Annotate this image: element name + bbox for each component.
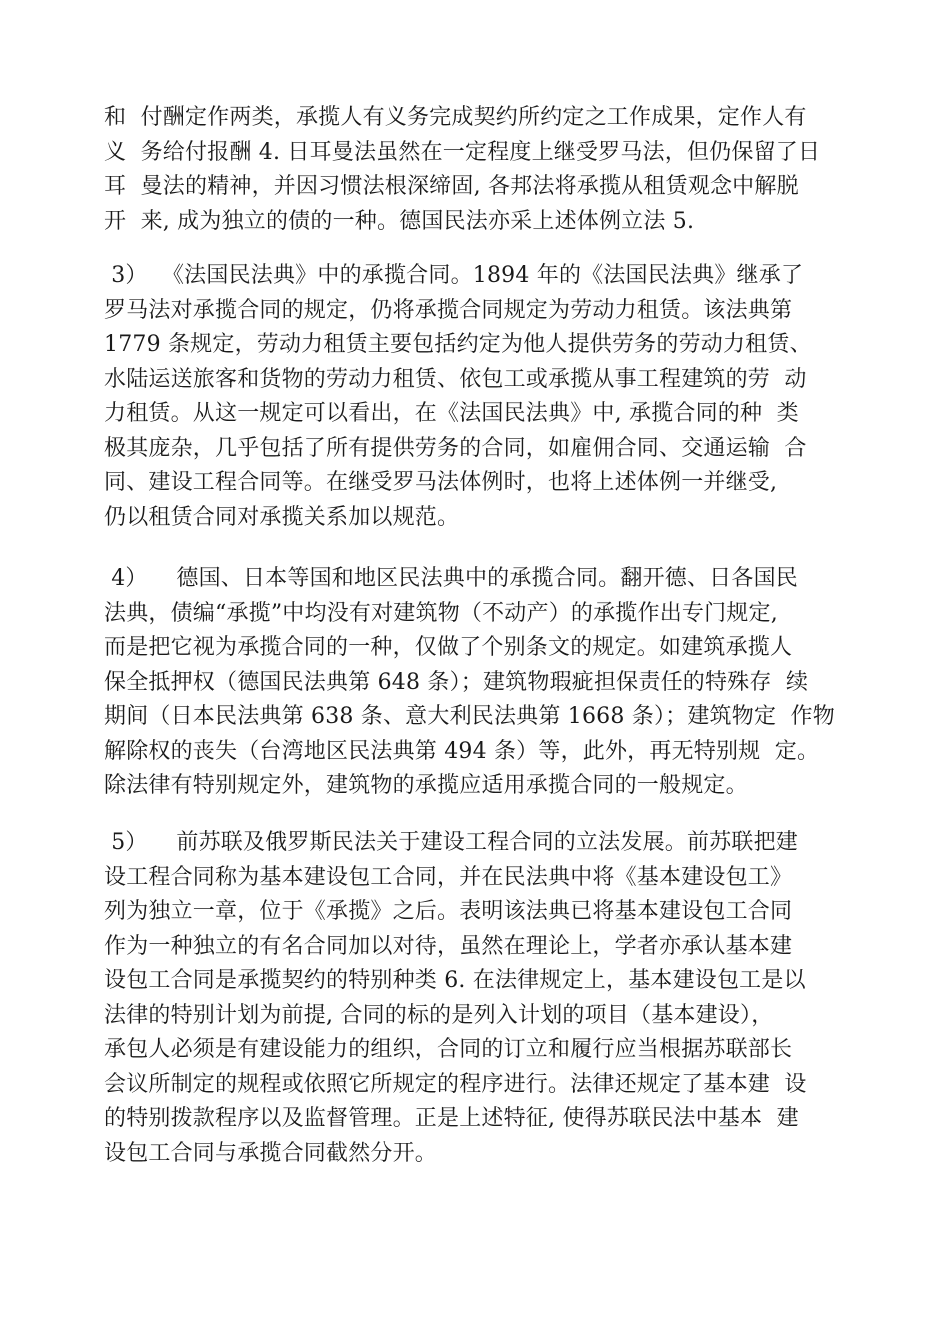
text-line: 1779 条规定，劳动力租赁主要包括约定为他人提供劳务的劳动力租赁、 (104, 332, 812, 357)
text-line: 法典，债编“承揽”中均没有对建筑物（不动产）的承揽作出专门规定, (104, 600, 778, 626)
text-line: 和 付酬定作两类，承揽人有义务完成契约所约定之工作成果，定作人有 (104, 105, 807, 130)
text-line: 开 来, 成为独立的债的一种。德国民法亦采上述体例立法 5. (104, 208, 695, 234)
text-line: 会议所制定的规程或依照它所规定的程序进行。法律还规定了基本建 设 (104, 1071, 807, 1097)
text-line: 而是把它视为承揽合同的一种，仅做了个别条文的规定。如建筑承揽人 (104, 635, 793, 660)
text-line: 设包工合同与承揽合同截然分开。 (104, 1140, 438, 1166)
paragraph-soviet-russian-law (104, 826, 864, 1171)
text-line: 力租赁。从这一规定可以看出，在《法国民法典》中, 承揽合同的种 类 (104, 401, 799, 426)
text-line: 3） 《法国民法典》中的承揽合同。1894 年的《法国民法典》继承了 (104, 263, 804, 288)
text-line: 设包工合同是承揽契约的特别种类 6. 在法律规定上，基本建设包工是以 (104, 968, 806, 993)
text-line: 设工程合同称为基本建设包工合同，并在民法典中将《基本建设包工》 (104, 864, 793, 890)
paragraph-roman-german-law (104, 101, 864, 239)
text-line: 耳 曼法的精神，并因习惯法根深缔固, 各邦法将承揽从租赁观念中解脱 (104, 174, 799, 199)
text-line: 解除权的丧失（台湾地区民法典第 494 条）等，此外，再无特别规 定。 (104, 738, 820, 764)
paragraph-french-civil-code (104, 259, 864, 535)
text-line: 罗马法对承揽合同的规定，仍将承揽合同规定为劳动力租赁。该法典第 (104, 297, 793, 323)
text-line: 义 务给付报酬 4. 日耳曼法虽然在一定程度上继受罗马法，但仍保留了日 (104, 139, 821, 165)
paragraph-german-japanese-codes (104, 562, 864, 804)
text-line: 极其庞杂，几乎包括了所有提供劳务的合同，如雇佣合同、交通运输 合 (104, 435, 807, 461)
text-line: 列为独立一章，位于《承揽》之后。表明该法典已将基本建设包工合同 (104, 899, 793, 924)
text-line: 水陆运送旅客和货物的劳动力租赁、依包工或承揽从事工程建筑的劳 动 (104, 366, 807, 392)
text-line: 5） 前苏联及俄罗斯民法关于建设工程合同的立法发展。前苏联把建 (104, 830, 798, 855)
text-line: 仍以租赁合同对承揽关系加以规范。 (104, 504, 460, 530)
text-line: 除法律有特别规定外，建筑物的承揽应适用承揽合同的一般规定。 (104, 773, 748, 798)
text-line: 承包人必须是有建设能力的组织，合同的订立和履行应当根据苏联部长 (104, 1037, 793, 1062)
text-line: 保全抵押权（德国民法典第 648 条）；建筑物瑕疵担保责任的特殊存 续 (104, 669, 809, 695)
text-line: 4） 德国、日本等国和地区民法典中的承揽合同。翻开德、日各国民 (104, 566, 798, 591)
text-line: 期间（日本民法典第 638 条、意大利民法典第 1668 条）；建筑物定 作物 (104, 704, 835, 729)
text-line: 法律的特别计划为前提, 合同的标的是列入计划的项目（基本建设）， (104, 1002, 774, 1028)
text-line: 的特别拨款程序以及监督管理。正是上述特征, 使得苏联民法中基本 建 (104, 1106, 799, 1131)
text-line: 同、建设工程合同等。在继受罗马法体例时，也将上述体例一并继受, (104, 470, 778, 495)
text-line: 作为一种独立的有名合同加以对待，虽然在理论上，学者亦承认基本建 (104, 933, 793, 959)
